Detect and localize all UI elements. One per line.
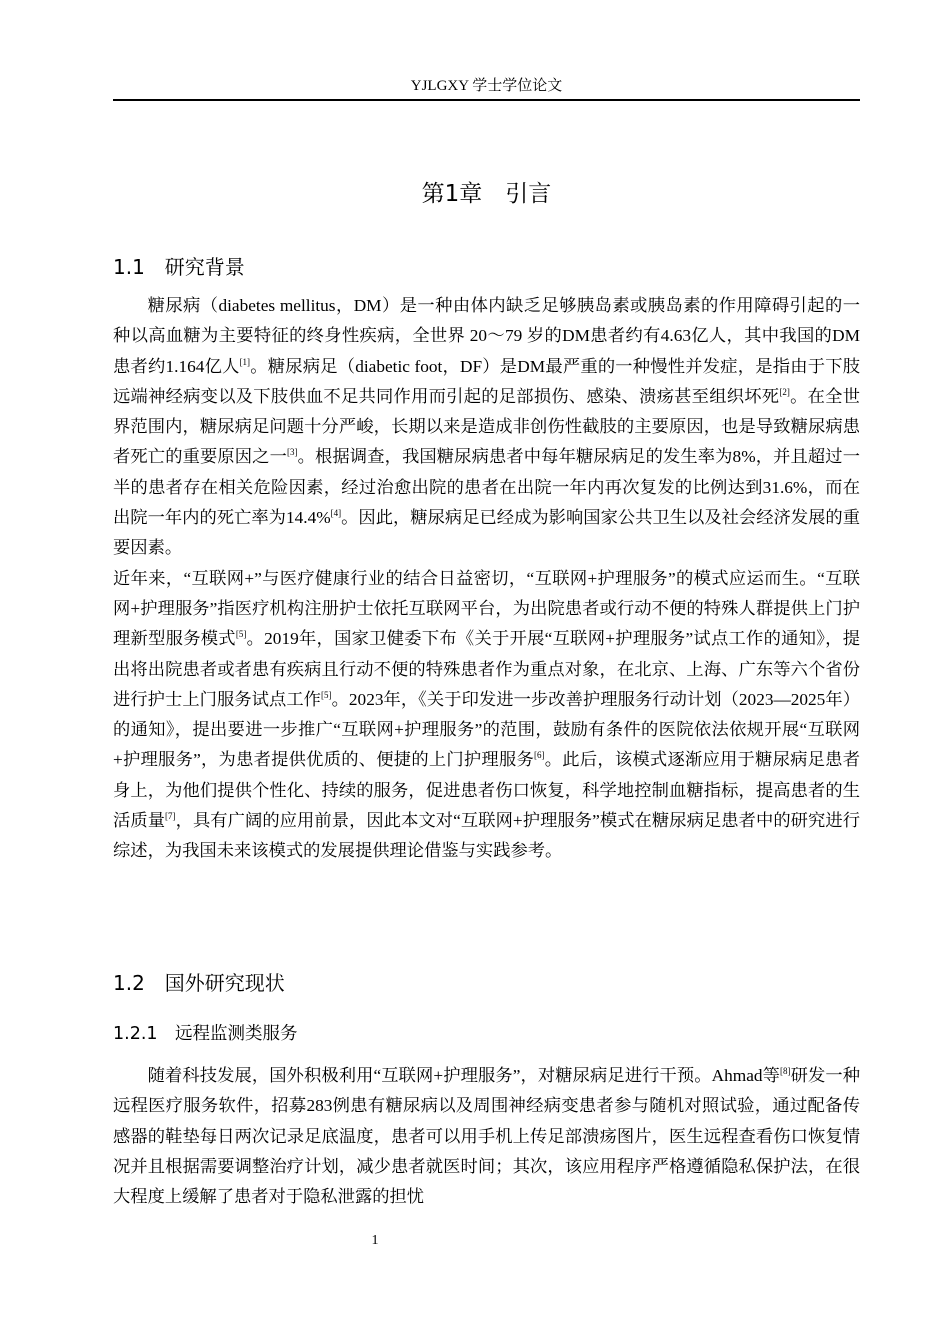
paragraph-text: 近年来，“互联网+”与医疗健康行业的结合日益密切，“互联网+护理服务”的模式应运而生。“互联网+护理服务”指医疗机构注册护士依托互联网平台，为出院患者或行动不便的特殊人群提供上门护理新型服务模式 — [113, 568, 860, 649]
paragraph — [113, 1061, 860, 1212]
citation: [6] — [534, 750, 545, 761]
paragraph-text: 糖尿病（diabetes mellitus，DM）是一种由体内缺乏足够胰岛素或胰岛素的作用障碍引起的一种以高血糖为主要特征的终身性疾病，全世界 20～79 岁的DM患者约有4.63亿人，其中我国的DM患者约1.164亿人 — [113, 296, 860, 376]
paragraph-text: 。糖尿病足（diabetic foot，DF）是DM最严重的一种慢性并发症，是指由于下肢远端神经病变以及下肢供血不足共同作用而引起的足部损伤、感染、溃疡甚至组织坏死 — [113, 356, 860, 406]
chapter-title: 第1章 引言 — [421, 181, 552, 207]
paragraph-text: 。在全世界范围内，糖尿病足问题十分严峻，长期以来是造成非创伤性截肢的主要原因，也是导致糖尿病患者死亡的重要原因之一 — [113, 386, 860, 467]
citation: [5] — [235, 629, 247, 640]
paragraph-text: 。此后，该模式逐渐应用于糖尿病足患者身上，为他们提供个性化、持续的服务，促进患者伤口恢复，科学地控制血糖指标，提高患者的生活质量 — [113, 750, 860, 831]
citation: [3] — [286, 447, 298, 458]
paragraph — [113, 291, 860, 564]
paragraph-text: ，具有广阔的应用前景，因此本文对“互联网+护理服务”模式在糖尿病足患者中的研究进行综述，为我国未来该模式的发展提供理论借鉴与实践参考。 — [113, 811, 860, 861]
citation: [2] — [779, 387, 790, 398]
paragraph-text: 研发一种远程医疗服务软件，招募283例患有糖尿病以及周围神经病变患者参与随机对照试验，通过配备传感器的鞋垫每日两次记录足底温度，患者可以用手机上传足部溃疡图片，医生远程查看伤口恢复情况并且根据需要调整治疗计划，减少患者就医时间；其次，该应用程序严格遵循隐私保护法，在很大程度上缓解了患者对于隐私泄露的担忧 — [113, 1066, 860, 1207]
citation: [5] — [321, 690, 332, 701]
section-1-2-1-body — [113, 1061, 860, 1212]
page-number: 1 — [371, 1233, 379, 1248]
citation: [4] — [330, 508, 342, 519]
paragraph-text: 随着科技发展，国外积极利用“互联网+护理服务”，对糖尿病足进行干预。Ahmad等 — [147, 1066, 780, 1085]
paragraph-text: 。因此，糖尿病足已经成为影响国家公共卫生以及社会经济发展的重要因素。 — [113, 508, 860, 558]
section-1-1-body — [113, 291, 860, 867]
subsection-heading-1-2-1: 1.2.1 远程监测类服务 — [113, 1024, 298, 1044]
section-heading-1-2: 1.2 国外研究现状 — [113, 971, 285, 995]
citation: [7] — [165, 811, 176, 822]
header-rule — [113, 99, 860, 101]
paragraph-text: 。2023年，《关于印发进一步改善护理服务行动计划（2023—2025年）的通知》，提出要进一步推广“互联网+护理服务”的范围，鼓励有条件的医院依法依规开展“互联网+护理服务”，为患者提供优质的、便捷的上门护理服务 — [113, 689, 860, 770]
citation: [8] — [779, 1066, 791, 1077]
section-heading-1-1: 1.1 研究背景 — [113, 255, 245, 279]
paragraph — [113, 564, 860, 867]
running-header: YJLGXY 学士学位论文 — [410, 78, 563, 94]
paragraph-text: 。根据调查，我国糖尿病患者中每年糖尿病足的发生率为8%，并且超过一半的患者存在相关危险因素，经过治愈出院的患者在出院一年内再次复发的比例达到31.6%，而在出院一年内的死亡率为14.4% — [113, 447, 860, 528]
citation: [1] — [239, 356, 251, 367]
paragraph-text: 。2019年，国家卫健委下布《关于开展“互联网+护理服务”试点工作的通知》，提出将出院患者或者患有疾病且行动不便的特殊患者作为重点对象，在北京、上海、广东等六个省份进行护士上门服务试点工作 — [113, 629, 860, 709]
